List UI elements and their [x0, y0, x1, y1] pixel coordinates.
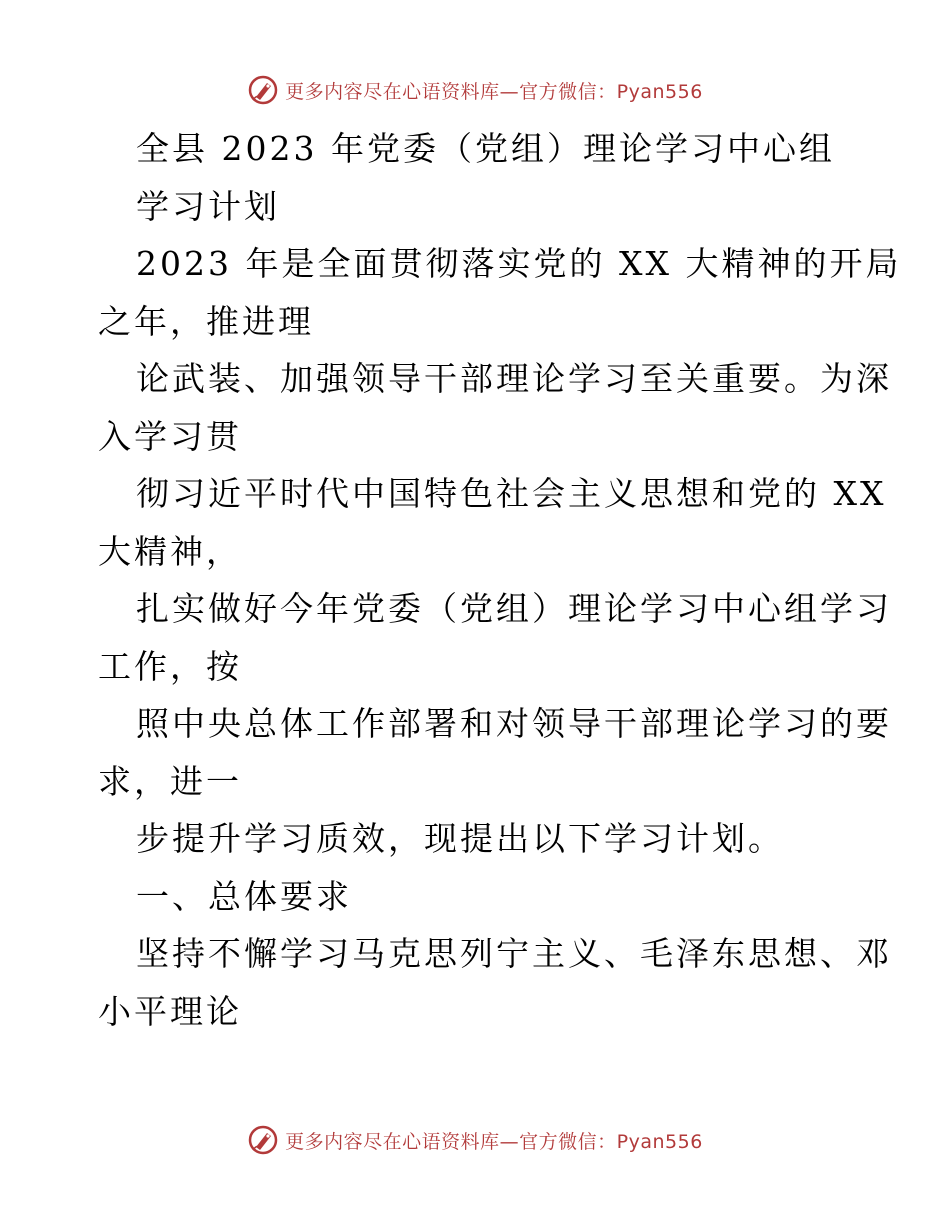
paragraph-line: 彻习近平时代中国特色社会主义思想和党的 XX — [136, 474, 887, 513]
section-heading: 一、总体要求 — [136, 876, 352, 916]
document-title-line-1: 全县 2023 年党委（党组）理论学习中心组 — [136, 129, 835, 168]
paragraph-line: 2023 年是全面贯彻落实党的 XX 大精神的开局 — [136, 244, 902, 283]
document-title-line-2: 学习计划 — [136, 186, 280, 226]
footer-banner-text: 更多内容尽在心语资料库—官方微信：Pyan556 — [285, 1130, 703, 1153]
paragraph-line: 照中央总体工作部署和对领导干部理论学习的要 — [136, 704, 892, 743]
header-banner-inner — [247, 74, 703, 106]
paragraph-line: 入学习贯 — [98, 416, 242, 456]
paragraph-line: 小平理论 — [98, 991, 242, 1031]
footer-banner — [0, 1120, 950, 1160]
paragraph-line: 大精神， — [98, 531, 242, 571]
paragraph-line: 论武装、加强领导干部理论学习至关重要。为深 — [136, 359, 892, 398]
pen-nib-logo-icon — [247, 74, 279, 106]
paragraph-line: 步提升学习质效，现提出以下学习计划。 — [136, 819, 784, 858]
paragraph-line: 扎实做好今年党委（党组）理论学习中心组学习 — [136, 589, 892, 628]
pen-nib-logo-icon — [247, 1124, 279, 1156]
document-body — [98, 120, 902, 1040]
header-banner-text: 更多内容尽在心语资料库—官方微信：Pyan556 — [285, 80, 703, 103]
footer-banner-inner — [247, 1124, 703, 1156]
paragraph-line: 工作，按 — [98, 646, 242, 686]
paragraph-line: 坚持不懈学习马克思列宁主义、毛泽东思想、邓 — [136, 934, 892, 973]
paragraph-line: 求，进一 — [98, 761, 242, 801]
paragraph-line: 之年，推进理 — [98, 301, 314, 341]
header-banner — [0, 70, 950, 110]
